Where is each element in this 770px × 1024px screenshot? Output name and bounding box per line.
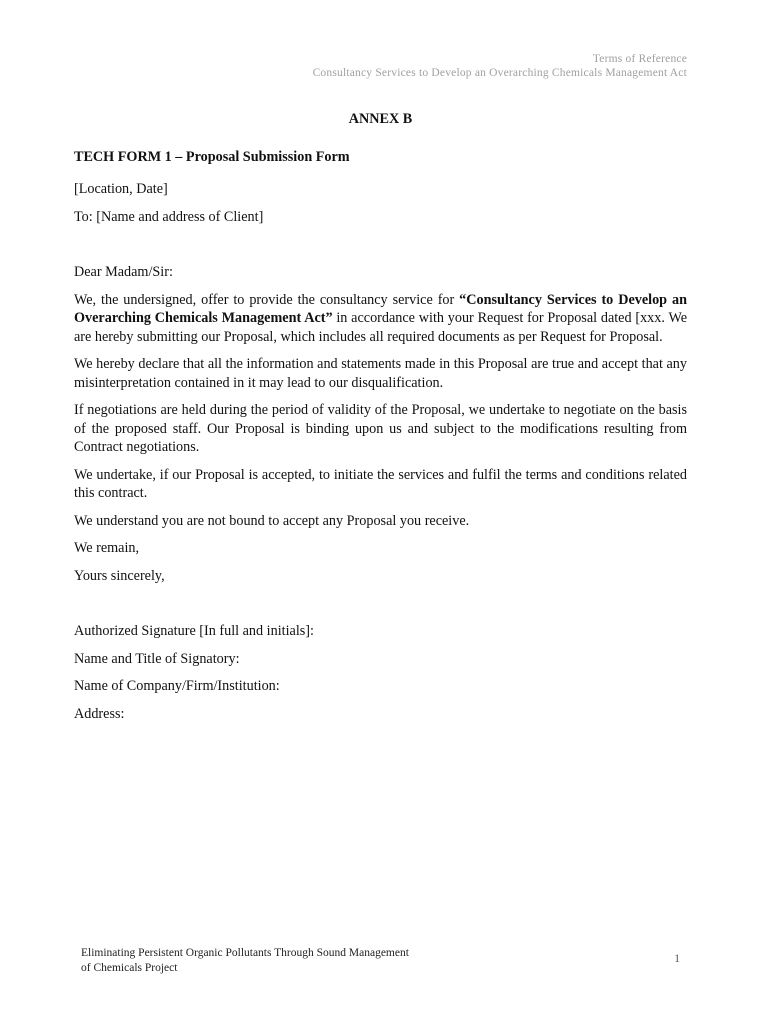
paragraph-understand: We understand you are not bound to accept any Proposal you receive. bbox=[74, 512, 470, 529]
paragraph-undertake: We undertake, if our Proposal is accepted, to initiate the services and fulfil the terms and conditions related this contract. bbox=[74, 466, 687, 501]
document-body bbox=[74, 110, 687, 732]
footer-line-1: Eliminating Persistent Organic Pollutants Through Sound Management bbox=[81, 947, 409, 959]
page-footer bbox=[81, 946, 409, 975]
to-line: To: [Name and address of Client] bbox=[74, 208, 264, 225]
header-line-2: Consultancy Services to Develop an Overarching Chemicals Management Act bbox=[312, 67, 687, 79]
spacer bbox=[74, 235, 687, 263]
paragraph-declaration: We hereby declare that all the information and statements made in this Proposal are true and accept that any misinterpretation contained in it may lead to our disqualification. bbox=[74, 356, 687, 391]
form-title: TECH FORM 1 – Proposal Submission Form bbox=[74, 148, 350, 165]
company-field: Name of Company/Firm/Institution: bbox=[74, 678, 280, 694]
paragraph-negotiations: If negotiations are held during the period of validity of the Proposal, we undertake to negotiate on the basis of the proposed staff. Our Proposal is binding upon us and subject to the modifications resulting from Contract negotiations. bbox=[74, 402, 687, 455]
spacer bbox=[74, 594, 687, 622]
header-line-1: Terms of Reference bbox=[592, 53, 687, 65]
footer-line-2: of Chemicals Project bbox=[81, 961, 178, 974]
closing-sincerely: Yours sincerely, bbox=[74, 567, 165, 584]
location-date: [Location, Date] bbox=[74, 181, 168, 197]
paragraph-offer bbox=[74, 291, 687, 347]
name-title-field: Name and Title of Signatory: bbox=[74, 650, 240, 667]
salutation: Dear Madam/Sir: bbox=[74, 264, 173, 280]
page-header bbox=[313, 52, 687, 80]
page-number: 1 bbox=[674, 953, 680, 965]
closing-remain: We remain, bbox=[74, 540, 140, 556]
address-field: Address: bbox=[74, 705, 125, 722]
paragraph-offer-end: in accordance with your Request for Proposal dated [xxx. We are hereby submitting our Proposal, which includes all required documents as per Request for Proposal. bbox=[74, 310, 688, 345]
paragraph-offer-start: We, the undersigned, offer to provide the consultancy service for bbox=[74, 291, 460, 308]
authorized-signature-field: Authorized Signature [In full and initials]: bbox=[74, 623, 314, 639]
annex-title: ANNEX B bbox=[348, 111, 413, 127]
paragraph-offer-bold: “Consultancy Services to Develop an Overarching Chemicals Management Act” bbox=[74, 291, 687, 326]
